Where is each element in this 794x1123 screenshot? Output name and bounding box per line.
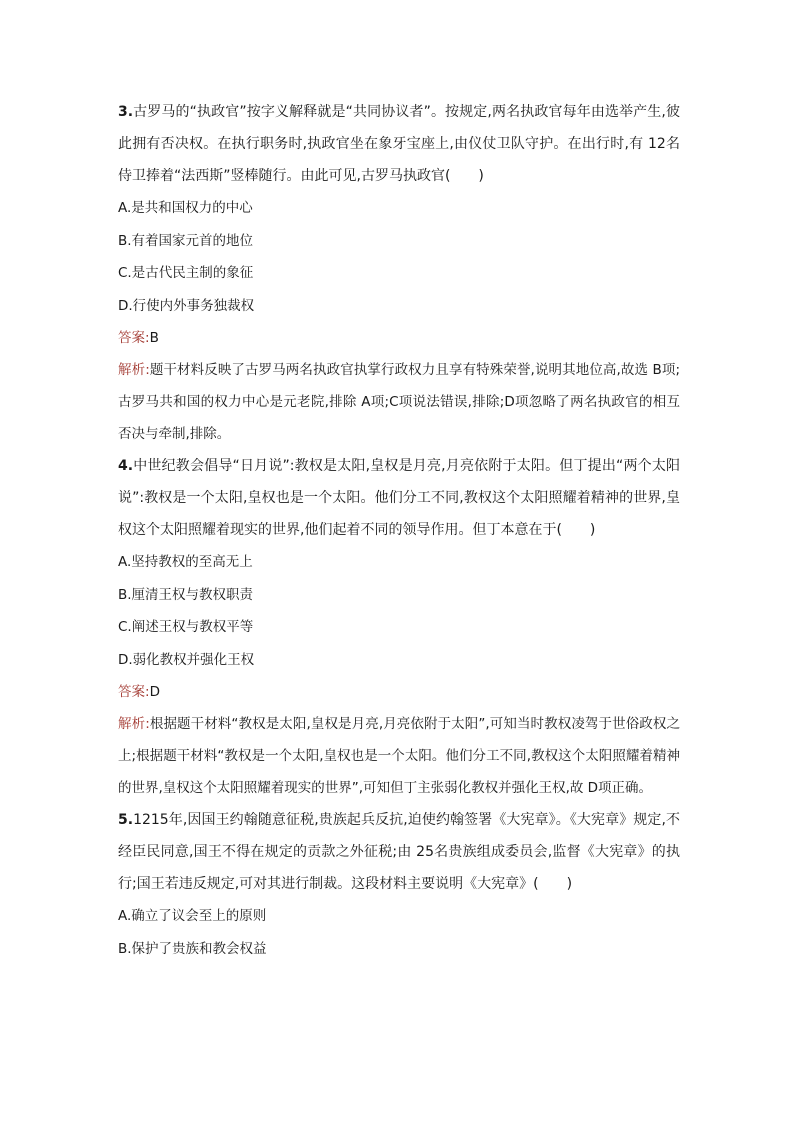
analysis-label: 解析: [118, 362, 150, 378]
question-number: 4. [118, 458, 134, 474]
question-5 [118, 804, 680, 965]
answer-label: 答案: [118, 684, 150, 700]
analysis-text: 根据题干材料“教权是太阳,皇权是月亮,月亮依附于太阳”,可知当时教权凌驾于世俗政权之上;根据题干材料“教权是一个太阳,皇权也是一个太阳。他们分工不同,教权这个太阳照耀着精神的世界,皇权这个太阳照耀着现实的世界”,可知但丁主张弱化教权并强化王权,故 D项正确。 [118, 716, 680, 796]
option-a: A.确立了议会至上的原则 [118, 908, 267, 924]
question-number: 5. [118, 812, 134, 828]
answer-value: D [149, 684, 160, 700]
answer-line [118, 322, 680, 354]
question-text: 中世纪教会倡导“日月说”:教权是太阳,皇权是月亮,月亮依附于太阳。但丁提出“两个太阳说”:教权是一个太阳,皇权也是一个太阳。他们分工不同,教权这个太阳照耀着精神的世界,皇权这个太阳照耀着现实的世界,他们起着不同的领导作用。但丁本意在于( ) [118, 458, 680, 538]
analysis-line [118, 354, 680, 450]
question-stem [118, 96, 680, 192]
question-stem [118, 450, 680, 546]
question-stem [118, 804, 680, 900]
option-b: B.有着国家元首的地位 [118, 232, 254, 249]
analysis-label: 解析: [118, 716, 150, 732]
analysis-line [118, 708, 680, 804]
answer-label: 答案: [118, 330, 150, 346]
question-4 [118, 450, 680, 804]
question-3 [118, 96, 680, 450]
answer-value: B [149, 330, 159, 346]
option-b: B.厘清王权与教权职责 [118, 586, 254, 603]
question-text: 1215年,因国王约翰随意征税,贵族起兵反抗,迫使约翰签署《大宪章》。《大宪章》规定,不经臣民同意,国王不得在规定的贡款之外征税;由 25名贵族组成委员会,监督《大宪章》的执行;国王若违反规定,可对其进行制裁。这段材料主要说明《大宪章》( ) [118, 812, 680, 892]
option-c: C.阐述王权与教权平等 [118, 619, 254, 635]
option-d: D.弱化教权并强化王权 [118, 651, 255, 668]
document-page [118, 96, 680, 965]
option-c: C.是古代民主制的象征 [118, 265, 254, 281]
option-a: A.是共和国权力的中心 [118, 200, 253, 216]
analysis-text: 题干材料反映了古罗马两名执政官执掌行政权力且享有特殊荣誉,说明其地位高,故选 B项;古罗马共和国的权力中心是元老院,排除 A项;C项说法错误,排除;D项忽略了两名执政官的相互否决与牵制,排除。 [118, 362, 680, 442]
question-number: 3. [118, 104, 134, 120]
option-b: B.保护了贵族和教会权益 [118, 940, 267, 957]
question-text: 古罗马的“执政官”按字义解释就是“共同协议者”。按规定,两名执政官每年由选举产生,彼此拥有否决权。在执行职务时,执政官坐在象牙宝座上,由仪仗卫队守护。在出行时,有 12名侍卫捧着“法西斯”竖棒随行。由此可见,古罗马执政官( ) [118, 104, 680, 184]
option-a: A.坚持教权的至高无上 [118, 554, 253, 570]
option-d: D.行使内外事务独裁权 [118, 297, 255, 314]
answer-line [118, 676, 680, 708]
